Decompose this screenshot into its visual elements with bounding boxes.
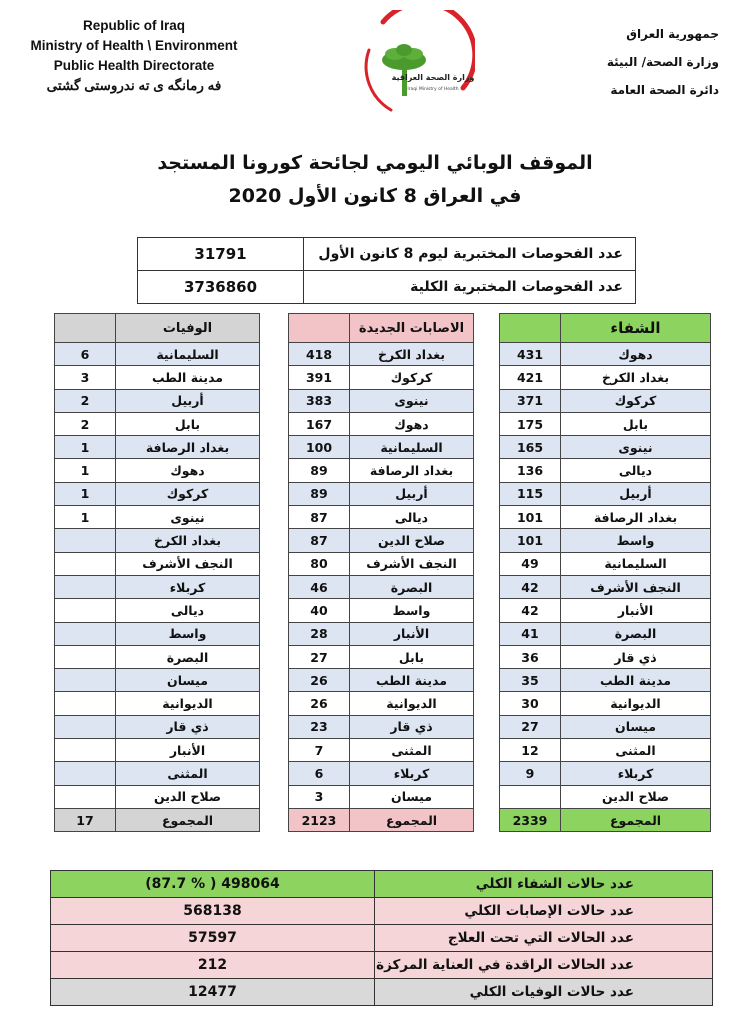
- report-date: في العراق 8 كانون الأول 2020: [228, 185, 522, 207]
- header-english: [10, 16, 258, 96]
- recovery-header: الشفاء: [561, 314, 711, 343]
- recovery-total-row: [500, 808, 711, 831]
- recovery-header-row: [500, 314, 711, 343]
- new-cases-value: 40: [289, 599, 350, 622]
- deaths-name: دهوك: [116, 459, 260, 482]
- summary-label: عدد حالات الإصابات الكلي: [375, 898, 713, 925]
- new-cases-name: السليمانية: [350, 436, 474, 459]
- new-cases-name: صلاح الدين: [350, 529, 474, 552]
- tests-table: [137, 237, 636, 304]
- new-cases-value: 383: [289, 389, 350, 412]
- recovery-row: [500, 529, 711, 552]
- summary-value: 12477: [51, 979, 375, 1006]
- deaths-row: [55, 412, 260, 435]
- recovery-row: [500, 366, 711, 389]
- recovery-row: [500, 412, 711, 435]
- recovery-value: 49: [500, 552, 561, 575]
- recovery-total-label: المجموع: [561, 808, 711, 831]
- new-cases-value: 80: [289, 552, 350, 575]
- recovery-name: ديالى: [561, 459, 711, 482]
- recovery-value: [500, 785, 561, 808]
- new-cases-row: [289, 785, 474, 808]
- recovery-value: 27: [500, 715, 561, 738]
- recovery-row: [500, 552, 711, 575]
- recovery-name: المثنى: [561, 739, 711, 762]
- new-cases-value: 23: [289, 715, 350, 738]
- summary-value: 57597: [51, 925, 375, 952]
- recovery-name: بابل: [561, 412, 711, 435]
- header-ar-line: جمهورية العراق: [626, 27, 719, 41]
- tests-daily-value: 31791: [138, 238, 304, 271]
- new-cases-row: [289, 436, 474, 459]
- deaths-value: 1: [55, 482, 116, 505]
- new-cases-value: 418: [289, 343, 350, 366]
- recovery-value: 12: [500, 739, 561, 762]
- deaths-name: المثنى: [116, 762, 260, 785]
- summary-label: عدد الحالات الراقدة في العناية المركزة: [375, 952, 713, 979]
- recovery-name: ميسان: [561, 715, 711, 738]
- recovery-row: [500, 506, 711, 529]
- summary-value: 568138: [51, 898, 375, 925]
- summary-table: [50, 870, 713, 1006]
- recovery-value: 421: [500, 366, 561, 389]
- summary-label: عدد الحالات التي تحت العلاج: [375, 925, 713, 952]
- deaths-value: [55, 762, 116, 785]
- deaths-value: [55, 645, 116, 668]
- summary-label: عدد حالات الوفيات الكلي: [375, 979, 713, 1006]
- new-cases-row: [289, 389, 474, 412]
- deaths-value: [55, 692, 116, 715]
- recovery-value: 431: [500, 343, 561, 366]
- deaths-row: [55, 762, 260, 785]
- summary-row: [51, 871, 713, 898]
- deaths-name: بغداد الرصافة: [116, 436, 260, 459]
- new-cases-value: 26: [289, 669, 350, 692]
- new-cases-row: [289, 412, 474, 435]
- summary-label: عدد حالات الشفاء الكلي: [375, 871, 713, 898]
- header-en-line: فه رمانگه ى ته ندروستى گشتى: [46, 78, 222, 93]
- recovery-name: دهوك: [561, 343, 711, 366]
- deaths-total-row: [55, 808, 260, 831]
- recovery-name: السليمانية: [561, 552, 711, 575]
- summary-row: [51, 952, 713, 979]
- deaths-header-spacer: [55, 314, 116, 343]
- new-cases-row: [289, 622, 474, 645]
- deaths-name: واسط: [116, 622, 260, 645]
- deaths-row: [55, 436, 260, 459]
- deaths-header-row: [55, 314, 260, 343]
- recovery-name: النجف الأشرف: [561, 575, 711, 598]
- recovery-value: 42: [500, 599, 561, 622]
- deaths-name: كركوك: [116, 482, 260, 505]
- summary-row: [51, 979, 713, 1006]
- recovery-name: مدينة الطب: [561, 669, 711, 692]
- logo-subtext: Iraqi Ministry of Health: [407, 87, 459, 92]
- recovery-name: بغداد الرصافة: [561, 506, 711, 529]
- new-cases-row: [289, 669, 474, 692]
- recovery-name: البصرة: [561, 622, 711, 645]
- new-cases-table: [288, 313, 474, 832]
- deaths-value: 1: [55, 459, 116, 482]
- new-cases-total-value: 2123: [289, 808, 350, 831]
- deaths-row: [55, 366, 260, 389]
- deaths-value: [55, 669, 116, 692]
- new-cases-name: الأنبار: [350, 622, 474, 645]
- recovery-row: [500, 482, 711, 505]
- deaths-total-value: 17: [55, 808, 116, 831]
- recovery-name: واسط: [561, 529, 711, 552]
- new-cases-value: 87: [289, 529, 350, 552]
- new-cases-value: 167: [289, 412, 350, 435]
- new-cases-total-label: المجموع: [350, 808, 474, 831]
- new-cases-value: 89: [289, 459, 350, 482]
- new-cases-total-row: [289, 808, 474, 831]
- deaths-value: [55, 622, 116, 645]
- new-cases-value: 28: [289, 622, 350, 645]
- recovery-name: أربيل: [561, 482, 711, 505]
- new-cases-name: الديوانية: [350, 692, 474, 715]
- new-cases-row: [289, 552, 474, 575]
- recovery-value: 175: [500, 412, 561, 435]
- new-cases-value: 391: [289, 366, 350, 389]
- header-en-line: Public Health Directorate: [53, 58, 215, 73]
- recovery-name: نينوى: [561, 436, 711, 459]
- new-cases-row: [289, 715, 474, 738]
- new-cases-name: نينوى: [350, 389, 474, 412]
- deaths-name: بغداد الكرخ: [116, 529, 260, 552]
- deaths-row: [55, 575, 260, 598]
- new-cases-row: [289, 506, 474, 529]
- recovery-name: كربلاء: [561, 762, 711, 785]
- summary-value: (87.7 % ) 498064: [51, 871, 375, 898]
- recovery-row: [500, 389, 711, 412]
- deaths-row: [55, 459, 260, 482]
- deaths-value: [55, 785, 116, 808]
- recovery-name: ذي قار: [561, 645, 711, 668]
- deaths-row: [55, 389, 260, 412]
- new-cases-header: الاصابات الجديدة: [350, 314, 474, 343]
- new-cases-name: البصرة: [350, 575, 474, 598]
- new-cases-row: [289, 692, 474, 715]
- new-cases-row: [289, 645, 474, 668]
- new-cases-value: 87: [289, 506, 350, 529]
- recovery-value: 9: [500, 762, 561, 785]
- header-ar-line: وزارة الصحة/ البيئة: [606, 55, 719, 69]
- recovery-value: 101: [500, 529, 561, 552]
- deaths-row: [55, 739, 260, 762]
- new-cases-name: ديالى: [350, 506, 474, 529]
- deaths-value: 1: [55, 506, 116, 529]
- header-en-line: Ministry of Health \ Environment: [30, 38, 238, 53]
- ministry-logo: [355, 10, 475, 122]
- deaths-header: الوفيات: [116, 314, 260, 343]
- deaths-value: 3: [55, 366, 116, 389]
- deaths-name: بابل: [116, 412, 260, 435]
- new-cases-header-row: [289, 314, 474, 343]
- deaths-row: [55, 482, 260, 505]
- recovery-value: 30: [500, 692, 561, 715]
- new-cases-row: [289, 575, 474, 598]
- deaths-table: [54, 313, 260, 832]
- new-cases-value: 27: [289, 645, 350, 668]
- summary-value: 212: [51, 952, 375, 979]
- new-cases-row: [289, 343, 474, 366]
- recovery-name: كركوك: [561, 389, 711, 412]
- new-cases-value: 100: [289, 436, 350, 459]
- recovery-row: [500, 739, 711, 762]
- new-cases-name: مدينة الطب: [350, 669, 474, 692]
- recovery-row: [500, 599, 711, 622]
- recovery-row: [500, 692, 711, 715]
- new-cases-name: ميسان: [350, 785, 474, 808]
- deaths-name: السليمانية: [116, 343, 260, 366]
- tests-total-value: 3736860: [138, 271, 304, 304]
- deaths-name: ذي قار: [116, 715, 260, 738]
- header-ar-line: دائرة الصحة العامة: [610, 83, 719, 97]
- deaths-value: 1: [55, 436, 116, 459]
- recovery-row: [500, 459, 711, 482]
- deaths-value: [55, 529, 116, 552]
- new-cases-row: [289, 366, 474, 389]
- recovery-value: 115: [500, 482, 561, 505]
- tests-row: [138, 238, 636, 271]
- tests-daily-label: عدد الفحوصات المختبرية ليوم 8 كانون الأول: [304, 238, 636, 271]
- deaths-row: [55, 343, 260, 366]
- recovery-row: [500, 436, 711, 459]
- deaths-name: صلاح الدين: [116, 785, 260, 808]
- summary-row: [51, 898, 713, 925]
- recovery-value: 41: [500, 622, 561, 645]
- new-cases-value: 6: [289, 762, 350, 785]
- recovery-row: [500, 645, 711, 668]
- deaths-total-label: المجموع: [116, 808, 260, 831]
- deaths-value: [55, 739, 116, 762]
- new-cases-name: بغداد الرصافة: [350, 459, 474, 482]
- new-cases-value: 89: [289, 482, 350, 505]
- deaths-row: [55, 645, 260, 668]
- new-cases-row: [289, 599, 474, 622]
- recovery-value: 101: [500, 506, 561, 529]
- new-cases-value: 26: [289, 692, 350, 715]
- new-cases-name: المثنى: [350, 739, 474, 762]
- new-cases-name: أربيل: [350, 482, 474, 505]
- recovery-row: [500, 343, 711, 366]
- report-title: الموقف الوبائي اليومي لجائحة كورونا المستجد: [157, 152, 593, 174]
- logo-text: وزارة الصحة العراقية: [391, 73, 475, 82]
- recovery-value: 36: [500, 645, 561, 668]
- deaths-name: ميسان: [116, 669, 260, 692]
- deaths-name: البصرة: [116, 645, 260, 668]
- deaths-row: [55, 599, 260, 622]
- deaths-value: 2: [55, 412, 116, 435]
- deaths-value: [55, 715, 116, 738]
- new-cases-name: بابل: [350, 645, 474, 668]
- recovery-row: [500, 715, 711, 738]
- deaths-name: الديوانية: [116, 692, 260, 715]
- new-cases-header-spacer: [289, 314, 350, 343]
- new-cases-row: [289, 482, 474, 505]
- new-cases-row: [289, 459, 474, 482]
- header-en-line: Republic of Iraq: [82, 18, 185, 33]
- recovery-value: 42: [500, 575, 561, 598]
- deaths-value: [55, 599, 116, 622]
- new-cases-row: [289, 739, 474, 762]
- deaths-name: نينوى: [116, 506, 260, 529]
- new-cases-name: كربلاء: [350, 762, 474, 785]
- recovery-table: [499, 313, 711, 832]
- deaths-row: [55, 529, 260, 552]
- recovery-row: [500, 762, 711, 785]
- new-cases-name: النجف الأشرف: [350, 552, 474, 575]
- deaths-value: 6: [55, 343, 116, 366]
- recovery-name: بغداد الكرخ: [561, 366, 711, 389]
- summary-row: [51, 925, 713, 952]
- recovery-name: الأنبار: [561, 599, 711, 622]
- deaths-row: [55, 506, 260, 529]
- new-cases-value: 46: [289, 575, 350, 598]
- deaths-row: [55, 715, 260, 738]
- deaths-row: [55, 692, 260, 715]
- deaths-name: مدينة الطب: [116, 366, 260, 389]
- recovery-row: [500, 669, 711, 692]
- header-arabic: [569, 20, 719, 104]
- recovery-value: 371: [500, 389, 561, 412]
- new-cases-name: دهوك: [350, 412, 474, 435]
- tests-total-label: عدد الفحوصات المختبرية الكلية: [304, 271, 636, 304]
- deaths-name: كربلاء: [116, 575, 260, 598]
- deaths-name: النجف الأشرف: [116, 552, 260, 575]
- deaths-row: [55, 669, 260, 692]
- new-cases-name: كركوك: [350, 366, 474, 389]
- deaths-row: [55, 622, 260, 645]
- new-cases-name: بغداد الكرخ: [350, 343, 474, 366]
- recovery-value: 136: [500, 459, 561, 482]
- new-cases-name: واسط: [350, 599, 474, 622]
- deaths-value: 2: [55, 389, 116, 412]
- deaths-value: [55, 552, 116, 575]
- new-cases-row: [289, 529, 474, 552]
- recovery-total-value: 2339: [500, 808, 561, 831]
- new-cases-value: 3: [289, 785, 350, 808]
- deaths-value: [55, 575, 116, 598]
- new-cases-row: [289, 762, 474, 785]
- deaths-name: أربيل: [116, 389, 260, 412]
- deaths-row: [55, 552, 260, 575]
- new-cases-value: 7: [289, 739, 350, 762]
- recovery-value: 35: [500, 669, 561, 692]
- new-cases-name: ذي قار: [350, 715, 474, 738]
- recovery-row: [500, 785, 711, 808]
- tests-row: [138, 271, 636, 304]
- recovery-row: [500, 575, 711, 598]
- deaths-row: [55, 785, 260, 808]
- recovery-value: 165: [500, 436, 561, 459]
- deaths-name: ديالى: [116, 599, 260, 622]
- recovery-row: [500, 622, 711, 645]
- recovery-name: الديوانية: [561, 692, 711, 715]
- recovery-header-spacer: [500, 314, 561, 343]
- ministry-logo-icon: [355, 10, 475, 122]
- deaths-name: الأنبار: [116, 739, 260, 762]
- recovery-name: صلاح الدين: [561, 785, 711, 808]
